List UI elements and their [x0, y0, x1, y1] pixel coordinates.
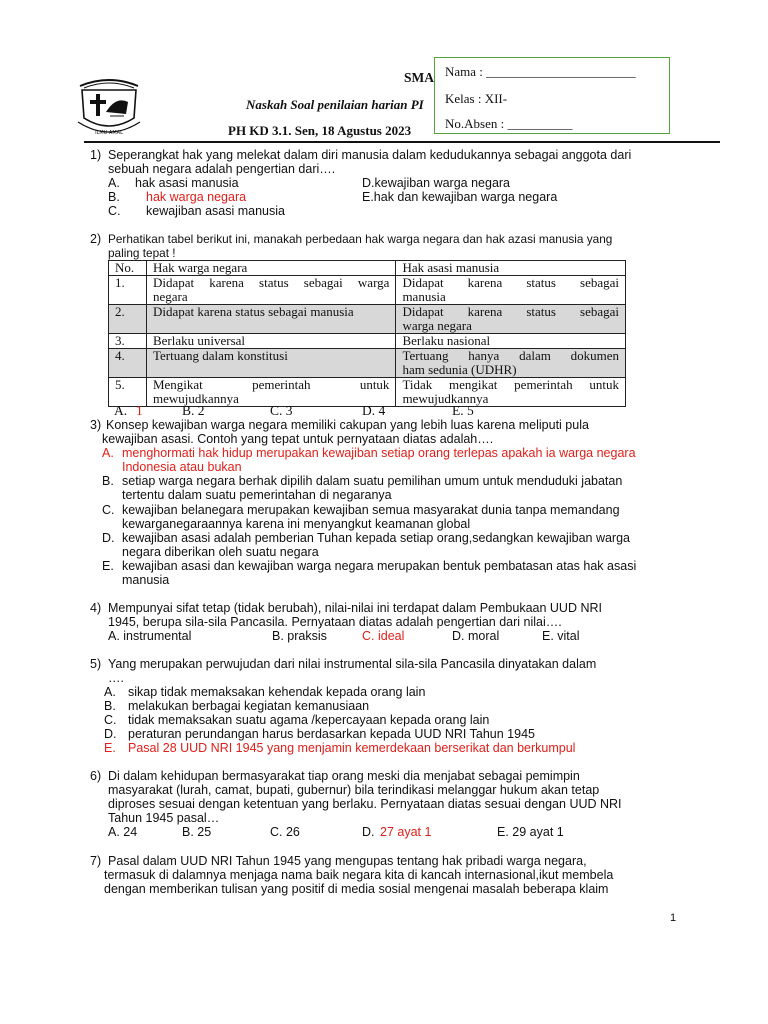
question-number: 6): [90, 769, 102, 783]
question-text: diproses sesuai dengan ketentuan yang berlaku. Pernyataan diatas sesuai dengan UUD NRI: [108, 797, 622, 811]
option-d[interactable]: D. moral: [452, 629, 500, 643]
school-logo: [76, 72, 142, 142]
table-header-row: [109, 261, 626, 276]
question-text: 1945, berupa sila-sila Pancasila. Pernyataan diatas adalah pengertian dari nilai….: [108, 615, 562, 629]
svg-text:ILMU AMAL: ILMU AMAL: [95, 130, 123, 136]
option-letter: A.: [102, 446, 114, 460]
option-letter: B.: [108, 190, 120, 204]
option-a-answer[interactable]: menghormati hak hidup merupakan kewajiban setiap orang terlepas apakah ia warga negara: [122, 446, 636, 460]
option-letter: C.: [102, 503, 115, 517]
table-cell: Didapat karena status sebagai warga negara: [396, 305, 626, 334]
option-b[interactable]: setiap warga negara berhak dipilih dalam suatu pemilihan umum untuk menduduki jabatan: [122, 474, 623, 488]
option-letter: A.: [104, 685, 116, 699]
school-name: SMA: [404, 70, 434, 85]
question-text: kewajiban asasi. Contoh yang tepat untuk pernyataan diatas adalah….: [102, 432, 494, 446]
option-letter: E.: [102, 559, 114, 573]
option-b[interactable]: melakukan berbagai kegiatan kemanusiaan: [128, 699, 370, 713]
table-cell: Didapat karena status sebagai warga negara: [146, 276, 395, 305]
option-c[interactable]: C. 26: [270, 825, 300, 839]
table-row: [109, 334, 626, 349]
question-text: termasuk di dalamnya menjaga nama baik negara kita di kancah internasional,ikut membela: [104, 868, 614, 882]
question-text: masyarakat (lurah, camat, bupati, gubernur) bila terindikasi melanggar hukum akan tetap: [108, 783, 600, 797]
option-c[interactable]: kewajiban belanegara merupakan kewajiban semua masyarakat dunia tanpa memandang: [122, 503, 620, 517]
header-divider: [84, 141, 720, 143]
question-text: sebuah negara adalah pengertian dari….: [108, 162, 336, 176]
question-text: Yang merupakan perwujudan dari nilai instrumental sila-sila Pancasila dinyatakan dalam: [108, 657, 597, 671]
question-text: Mempunyai sifat tetap (tidak berubah), nilai-nilai ini terdapat dalam Pembukaan UUD NRI: [108, 601, 602, 615]
option-letter: D.: [362, 825, 375, 839]
table-header: Hak warga negara: [146, 261, 395, 276]
table-cell: Tertuang hanya dalam dokumen ham sedunia (UDHR): [396, 349, 626, 378]
question-number: 3): [90, 418, 102, 432]
table-cell: Tertuang dalam konstitusi: [146, 349, 395, 378]
option-b[interactable]: B. praksis: [272, 629, 327, 643]
question-text: Konsep kewajiban warga negara memiliki cakupan yang lebih luas karena meliputi pula: [106, 418, 589, 432]
option-e-answer[interactable]: Pasal 28 UUD NRI 1945 yang menjamin kemerdekaan berserikat dan berkumpul: [128, 741, 576, 755]
student-id-box: [434, 57, 670, 134]
class-field[interactable]: Kelas : XII-: [445, 91, 508, 106]
table-cell: 5.: [109, 378, 147, 407]
option-c[interactable]: tidak memaksakan suatu agama /kepercayaan kepada orang lain: [128, 713, 490, 727]
table-header: Hak asasi manusia: [396, 261, 626, 276]
table-cell: Berlaku nasional: [396, 334, 626, 349]
option-letter: C.: [108, 204, 121, 218]
question-number: 4): [90, 601, 102, 615]
option-d[interactable]: negara diberikan oleh suatu negara: [122, 545, 319, 559]
question-number: 7): [90, 854, 102, 868]
option-d-answer[interactable]: 27 ayat 1: [380, 825, 432, 839]
option-d[interactable]: kewajiban asasi adalah pemberian Tuhan kepada setiap orang,sedangkan kewajiban warga: [122, 531, 630, 545]
option-d[interactable]: D. 4: [362, 403, 386, 418]
option-c[interactable]: kewarganegaraannya karena ini menyangkut keamanan global: [122, 517, 471, 531]
table-cell: Berlaku universal: [146, 334, 395, 349]
table-cell: Didapat karena status sebagai manusia: [146, 305, 395, 334]
exam-title: Naskah Soal penilaian harian PI: [246, 97, 424, 112]
option-c[interactable]: C. 3: [270, 403, 293, 418]
option-letter: D.: [104, 727, 117, 741]
option-e[interactable]: E. vital: [542, 629, 580, 643]
question-text: Seperangkat hak yang melekat dalam diri manusia dalam kedudukannya sebagai anggota dari: [108, 148, 632, 162]
option-e[interactable]: kewajiban asasi dan kewajiban warga negara merupakan bentuk pembatasan atas hak asasi: [122, 559, 637, 573]
option-a[interactable]: hak asasi manusia: [135, 176, 239, 190]
table-cell: 3.: [109, 334, 147, 349]
option-letter: B.: [102, 474, 114, 488]
option-b-answer[interactable]: hak warga negara: [146, 190, 247, 204]
table-cell: 2.: [109, 305, 147, 334]
question-text: ….: [108, 671, 124, 685]
question-text: dengan memberikan tulisan yang positif di media sosial mengenai masalah beberapa klaim: [104, 882, 609, 896]
exam-date: PH KD 3.1. Sen, 18 Agustus 2023: [228, 123, 412, 138]
table-cell: 4.: [109, 349, 147, 378]
option-e[interactable]: E.hak dan kewajiban warga negara: [362, 190, 558, 204]
option-b[interactable]: B. 2: [182, 403, 205, 418]
option-b[interactable]: B. 25: [182, 825, 212, 839]
option-e[interactable]: E. 29 ayat 1: [497, 825, 564, 839]
option-c-answer[interactable]: C. ideal: [362, 629, 405, 643]
question-text: Perhatikan tabel berikut ini, manakah perbedaan hak warga negara dan hak azasi manusia yang: [108, 232, 613, 246]
option-letter: A.: [114, 403, 128, 418]
table-row: [109, 305, 626, 334]
option-letter: D.: [102, 531, 115, 545]
option-letter: B.: [104, 699, 116, 713]
option-c[interactable]: kewajiban asasi manusia: [146, 204, 285, 218]
question-text: Pasal dalam UUD NRI Tahun 1945 yang mengupas tentang hak pribadi warga negara,: [108, 854, 587, 868]
name-field[interactable]: Nama : _______________________: [445, 64, 636, 79]
table-cell: Tidak mengikat pemerintah untuk mewujudkannya: [396, 378, 626, 407]
page-number: 1: [670, 912, 677, 924]
question-text: Tahun 1945 pasal…: [108, 811, 220, 825]
option-a[interactable]: A. instrumental: [108, 629, 192, 643]
option-letter: E.: [104, 741, 116, 755]
option-a-answer[interactable]: Indonesia atau bukan: [122, 460, 242, 474]
question-text: paling tepat !: [108, 246, 176, 260]
option-e[interactable]: E. 5: [452, 403, 474, 418]
question-number: 1): [90, 148, 102, 162]
option-a[interactable]: A. 24: [108, 825, 138, 839]
option-a[interactable]: sikap tidak memaksakan kehendak kepada orang lain: [128, 685, 426, 699]
option-a-answer[interactable]: 1: [136, 403, 143, 418]
option-letter: A.: [108, 176, 120, 190]
table-cell: Mengikat pemerintah untuk mewujudkannya: [146, 378, 395, 407]
table-cell: Didapat karena status sebagai manusia: [396, 276, 626, 305]
option-e[interactable]: manusia: [122, 573, 170, 587]
table-row: [109, 276, 626, 305]
option-b[interactable]: tertentu dalam suatu pemerintahan di negaranya: [122, 488, 392, 502]
question-number: 2): [90, 232, 102, 246]
table-header: No.: [109, 261, 147, 276]
option-d[interactable]: D.kewajiban warga negara: [362, 176, 511, 190]
question-text: Di dalam kehidupan bermasyarakat tiap orang meski dia menjabat sebagai pemimpin: [108, 769, 580, 783]
absen-field[interactable]: No.Absen : __________: [445, 116, 573, 131]
option-letter: C.: [104, 713, 117, 727]
option-d[interactable]: peraturan perundangan harus berdasarkan kepada UUD NRI Tahun 1945: [128, 727, 535, 741]
table-cell: 1.: [109, 276, 147, 305]
question-number: 5): [90, 657, 102, 671]
table-row: [109, 349, 626, 378]
comparison-table: [108, 260, 626, 407]
